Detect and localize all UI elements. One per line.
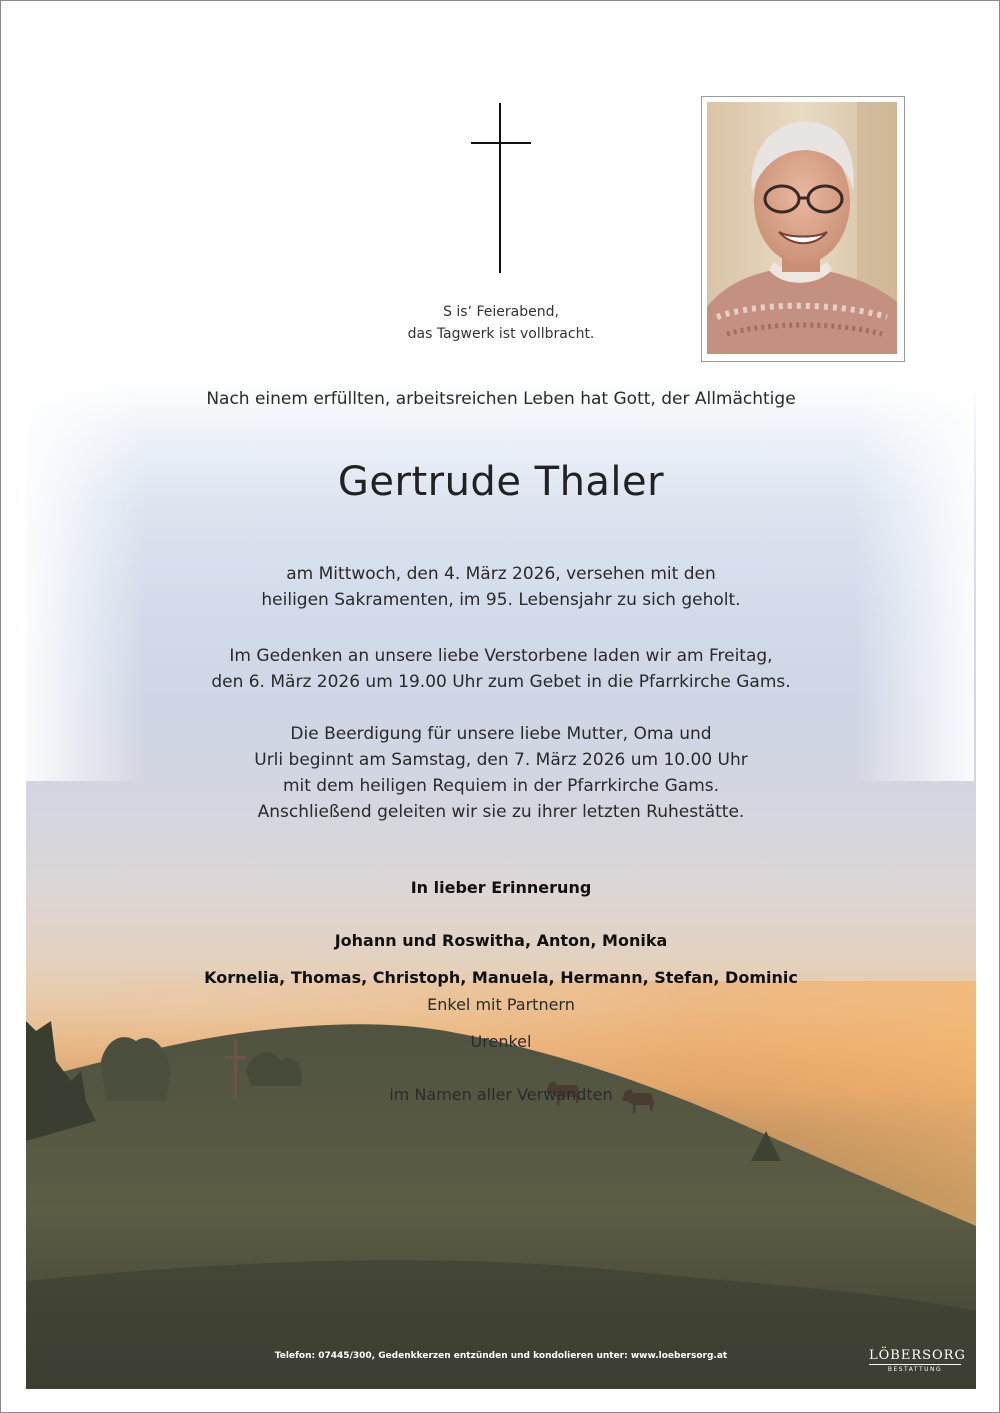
prayer-notice — [1, 643, 1000, 695]
logo-sub: BESTATTUNG — [887, 1366, 943, 1373]
cross-icon — [471, 103, 531, 273]
text-line: Anschließend geleiten wir sie zu ihrer letzten Ruhestätte. — [257, 802, 745, 822]
footer-contact: Telefon: 07445/300, Gedenkkerzen entzünden und kondolieren unter: www.loebersorg.at — [274, 1351, 728, 1361]
relatives-line: im Namen aller Verwandten — [389, 1085, 613, 1104]
death-notice — [1, 561, 1000, 613]
deceased-name: Gertrude Thaler — [337, 459, 665, 505]
text-line: mit dem heiligen Requiem in der Pfarrkirche Gams. — [282, 776, 720, 796]
mourners-grandchildren: Kornelia, Thomas, Christoph, Manuela, Hermann, Stefan, Dominic — [204, 968, 798, 987]
funeral-notice — [1, 721, 1000, 825]
text-line: am Mittwoch, den 4. März 2026, versehen mit den — [286, 564, 716, 584]
funeral-home-logo — [869, 1348, 966, 1373]
portrait-frame — [701, 96, 905, 362]
verse — [301, 301, 701, 345]
intro-text: Nach einem erfüllten, arbeitsreichen Leben hat Gott, der Allmächtige — [206, 389, 796, 409]
portrait-photo — [707, 102, 897, 354]
grandchildren-label: Enkel mit Partnern — [427, 995, 575, 1014]
great-grandchildren: Urenkel — [470, 1032, 532, 1051]
text-line: den 6. März 2026 um 19.00 Uhr zum Gebet in die Pfarrkirche Gams. — [211, 672, 791, 692]
text-line: Die Beerdigung für unsere liebe Mutter, Oma und — [290, 724, 712, 744]
mourners-title: In lieber Erinnerung — [410, 878, 592, 897]
verse-line: das Tagwerk ist vollbracht. — [407, 326, 595, 342]
mourners-children: Johann und Roswitha, Anton, Monika — [334, 931, 668, 950]
logo-name: LÖBERSORG — [869, 1348, 966, 1363]
text-line: Im Gedenken an unsere liebe Verstorbene laden wir am Freitag, — [229, 646, 773, 666]
verse-line: S is‘ Feierabend, — [443, 304, 559, 320]
text-line: heiligen Sakramenten, im 95. Lebensjahr zu sich geholt. — [261, 590, 741, 610]
text-line: Urli beginnt am Samstag, den 7. März 2026 um 10.00 Uhr — [254, 750, 748, 770]
